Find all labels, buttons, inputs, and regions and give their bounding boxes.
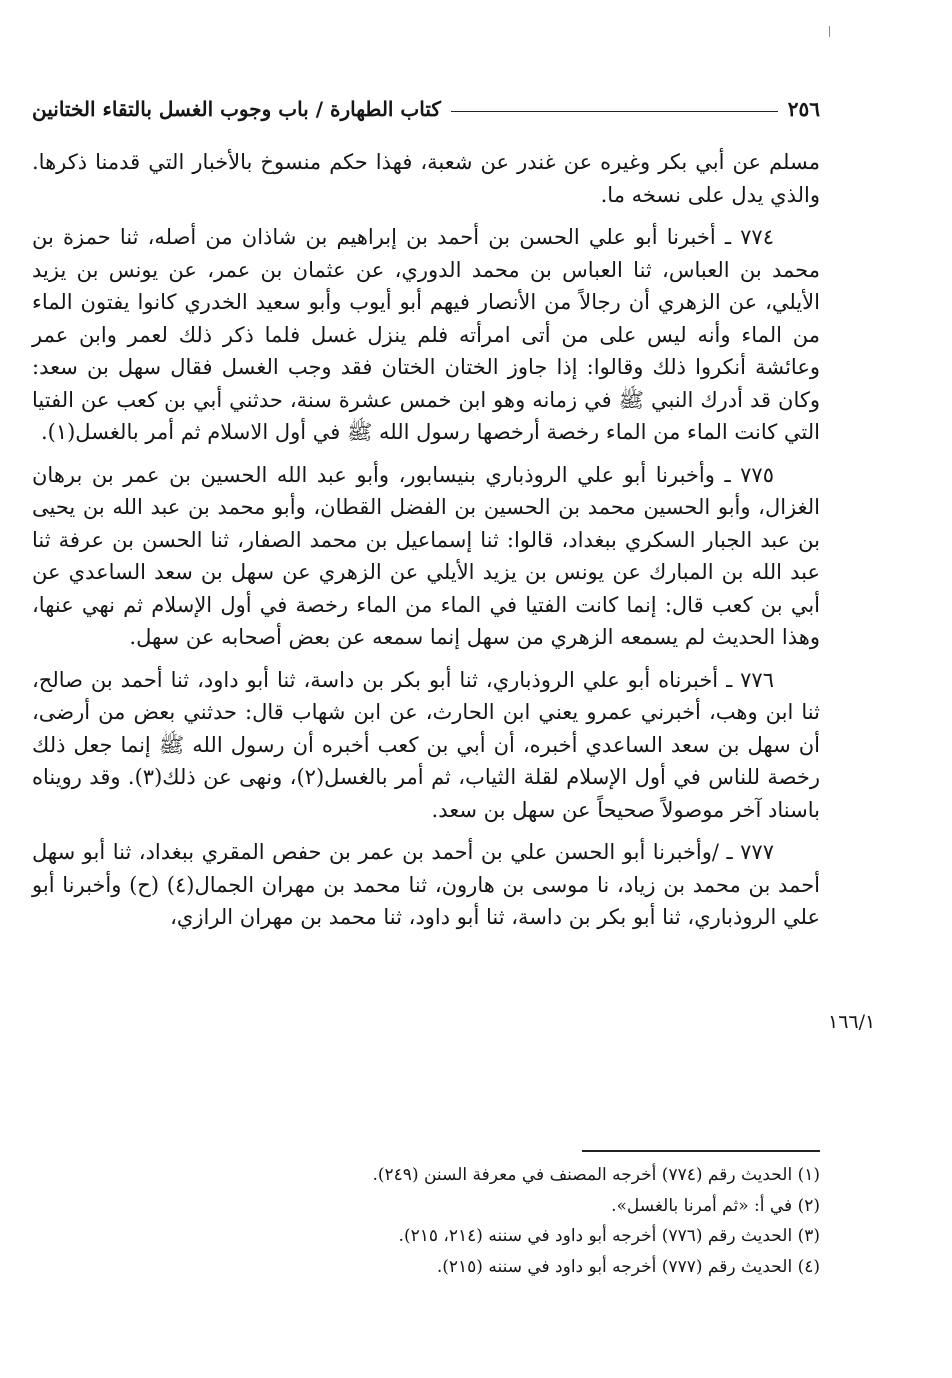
paragraph-hadith-775: ٧٧٥ ـ وأخبرنا أبو علي الروذباري بنيسابور، وأبو عبد الله الحسين بن عمر بن برهان الغزال، وأبو الحسين محمد بن الحسين بن الفضل القطان، وأبو محمد بن عبد الله بن يحيى بن عبد الجبار السكري ببغداد، قالوا: ثنا إسماعيل بن محمد الصفار، ثنا الحسن بن عرفة ثنا عبد الله بن المبارك عن يونس بن يزيد الأيلي عن الزهري عن سهل بن سعد الساعدي عن أبي بن كعب قال: إنما كانت الفتيا في الماء من الماء رخصة في أول الإسلام ثم نهي عنها، وهذا الحديث لم يسمعه الزهري من سهل إنما سمعه عن بعض أصحابه عن سهل. [32, 462, 820, 649]
footnote-2: (٢) في أ: «ثم أمرنا بالغسل». [611, 1195, 820, 1216]
paragraph-hadith-777: ٧٧٧ ـ /وأخبرنا أبو الحسن علي بن أحمد بن عمر بن حفص المقري ببغداد، ثنا أبو سهل أحمد بن محمد بن زياد، نا موسى بن هارون، ثنا محمد بن مهران الجمال(٤) (ح) وأخبرنا أبو علي الروذباري، ثنا أبو بكر بن داسة، ثنا أبو داود، ثنا محمد بن مهران الرازي، [32, 840, 821, 929]
page-number: ٢٥٦ [787, 97, 820, 121]
chapter-title: كتاب الطهارة / باب وجوب الغسل بالتقاء الختانين [32, 97, 441, 121]
main-text [32, 146, 820, 944]
running-header [32, 92, 820, 126]
paragraph-hadith-776: ٧٧٦ ـ أخبرناه أبو علي الروذباري، ثنا أبو بكر بن داسة، ثنا أبو داود، ثنا أحمد بن صالح، ثنا ابن وهب، أخبرني عمرو يعني ابن الحارث، عن ابن شهاب قال: حدثني بعض من أرضى، أن سهل بن سعد الساعدي أخبره، أن أبي بن كعب أخبره أن رسول الله ﷺ إنما جعل ذلك رخصة للناس في أول الإسلام لقلة الثياب، ثم أمر بالغسل(٢)، ونهى عن ذلك(٣). وقد رويناه باسناد آخر موصولاً صحيحاً عن سهل بن سعد. [32, 667, 820, 822]
footnote-3: (٣) الحديث رقم (٧٧٦) أخرجه أبو داود في سننه (٢١٤، ٢١٥). [398, 1226, 820, 1246]
footnote-separator [582, 1150, 820, 1152]
footnote-1: (١) الحديث رقم (٧٧٤) أخرجه المصنف في معرفة السنن (٢٤٩). [372, 1165, 820, 1185]
footnote-4: (٤) الحديث رقم (٧٧٧) أخرجه أبو داود في سننه (٢١٥). [436, 1256, 820, 1277]
header-rule [451, 111, 778, 112]
footnotes [32, 1160, 820, 1282]
paragraph-continuation: مسلم عن أبي بكر وغيره عن غندر عن شعبة، فهذا حكم منسوخ بالأخبار التي قدمنا ذكرها. والذي يدل على نسخه ما. [32, 150, 820, 207]
paragraph-hadith-774: ٧٧٤ ـ أخبرنا أبو علي الحسن بن أحمد بن إبراهيم بن شاذان من أصله، ثنا حمزة بن محمد بن العباس، ثنا العباس بن محمد الدوري، عن عثمان بن عمر، عن يونس بن يزيد الأيلي، عن الزهري أن رجالاً من الأنصار فيهم أبو أيوب وأبو سعيد الخدري كانوا يفتون الماء من الماء وأنه ليس على من أتى امرأته فلم ينزل غسل فلما ذكر ذلك لعمر وابن عمر وعائشة أنكروا ذلك وقالوا: إذا جاوز الختان الختان فقد وجب الغسل فقال سهل بن سعد: وكان قد أدرك النبي ﷺ في زمانه وهو ابن خمس عشرة سنة، حدثني أبي بن كعب عن الفتيا التي كانت الماء من الماء رخصة أرخصها رسول الله ﷺ في أول الاسلام ثم أمر بالغسل(١). [32, 225, 820, 444]
corner-tick-mark [829, 26, 830, 37]
manuscript-folio-note: ١٦٦/١ [828, 1011, 876, 1033]
